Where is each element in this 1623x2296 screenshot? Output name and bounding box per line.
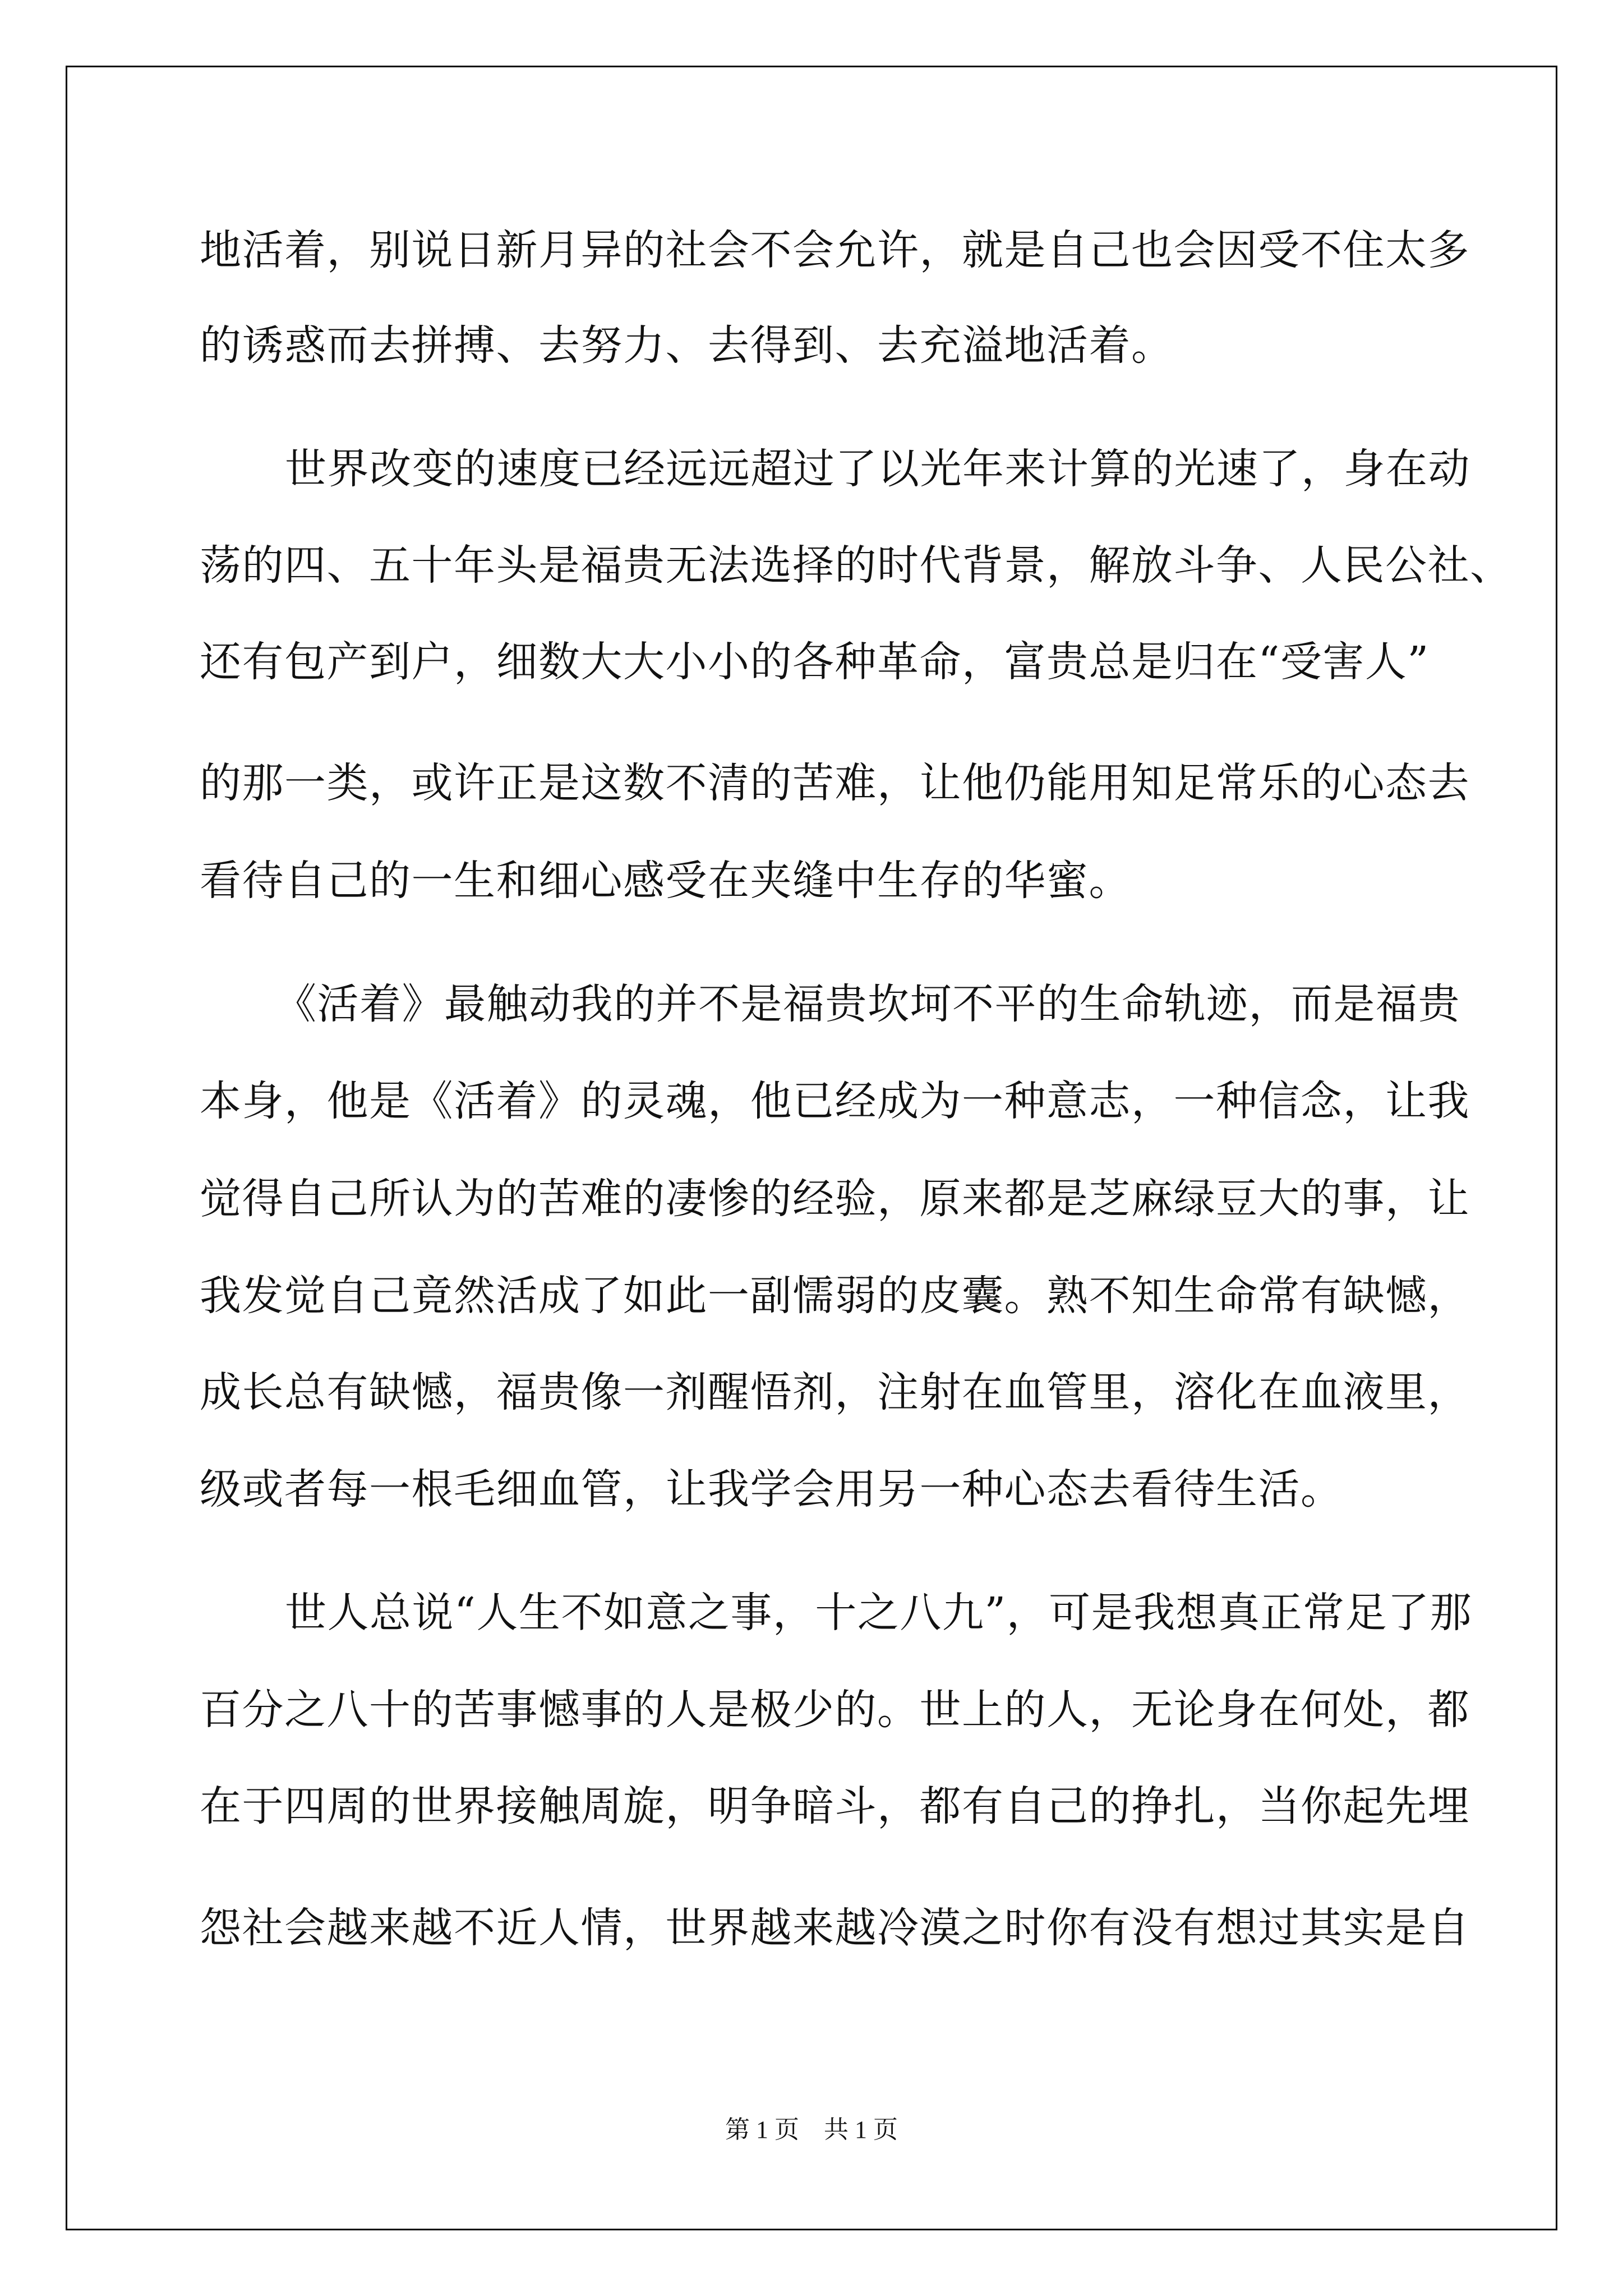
text-line: 《活着》最触动我的并不是福贵坎坷不平的生命轨迹，而是福贵 <box>275 980 1460 1028</box>
text-line: 成长总有缺憾，福贵像一剂醒悟剂，注射在血管里，溶化在血液里， <box>200 1368 1470 1416</box>
text-line: 我发觉自己竟然活成了如此一副懦弱的皮囊。熟不知生命常有缺憾， <box>200 1272 1470 1320</box>
text-line: 世界改变的速度已经远远超过了以光年来计算的光速了，身在动 <box>285 445 1470 493</box>
text-line: 本身，他是《活着》的灵魂，他已经成为一种意志，一种信念，让我 <box>200 1077 1470 1125</box>
text-line: 的诱惑而去拼搏、去努力、去得到、去充溢地活着。 <box>200 321 1174 370</box>
text-line: 的那一类，或许正是这数不清的苦难，让他仍能用知足常乐的心态去 <box>200 759 1470 807</box>
text-line: 荡的四、五十年头是福贵无法选择的时代背景，解放斗争、人民公社、 <box>200 541 1513 590</box>
text-line: 看待自己的一生和细心感受在夹缝中生存的华蜜。 <box>200 857 1131 905</box>
text-line: 级或者每一根毛细血管，让我学会用另一种心态去看待生活。 <box>200 1465 1343 1513</box>
text-line: 百分之八十的苦事憾事的人是极少的。世上的人，无论身在何处，都 <box>200 1686 1470 1734</box>
text-line: 怨社会越来越不近人情，世界越来越冷漠之时你有没有想过其实是自 <box>200 1904 1470 1952</box>
text-line: 在于四周的世界接触周旋，明争暗斗，都有自己的挣扎，当你起先埋 <box>200 1782 1470 1830</box>
text-line: 觉得自己所认为的苦难的凄惨的经验，原来都是芝麻绿豆大的事，让 <box>200 1175 1470 1223</box>
text-line: 世人总说“人生不如意之事，十之八九”，可是我想真正常足了那 <box>285 1589 1473 1637</box>
page-number-footer: 第 1 页 共 1 页 <box>725 2116 898 2143</box>
text-line: 还有包产到户，细数大大小小的各种革命，富贵总是归在“受害人” <box>200 638 1430 686</box>
text-line: 地活着，别说日新月异的社会不会允许，就是自己也会因受不住太多 <box>200 226 1470 274</box>
